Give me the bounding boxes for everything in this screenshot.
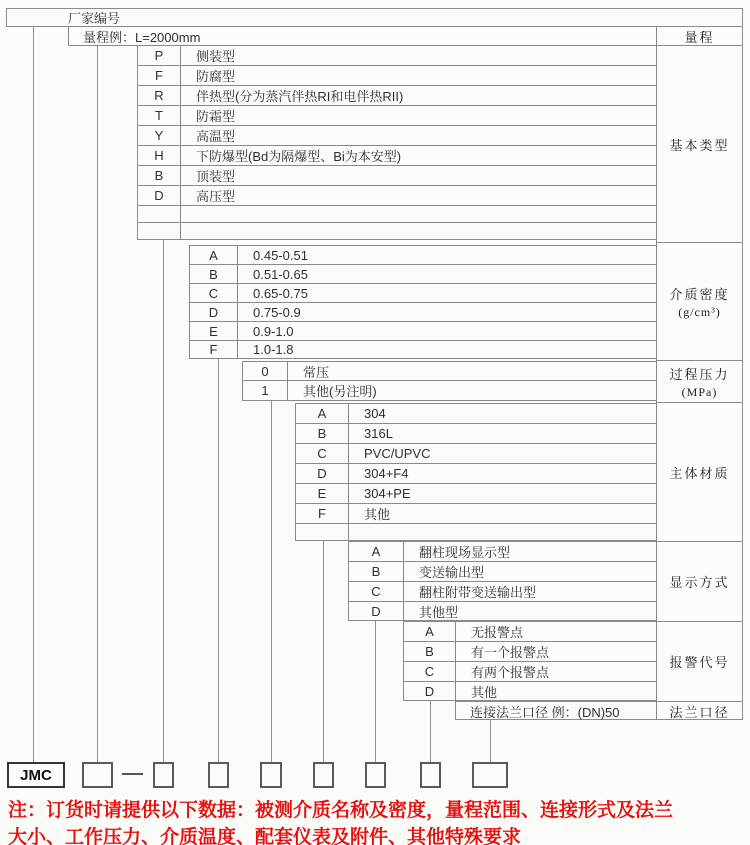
table-row (190, 341, 656, 358)
code-cell: B (138, 166, 181, 185)
category-label-basic-type: 基本类型 (657, 46, 742, 243)
desc-cell: 伴热型(分为蒸汽伴热RI和电伴热RII) (196, 89, 404, 104)
table-row (296, 464, 656, 484)
code-cell: A (404, 622, 456, 641)
desc-cell: 其他(另注明) (303, 384, 377, 399)
model-code-box-alarm (420, 762, 441, 788)
manufacturer-row (6, 8, 743, 27)
table-row (138, 146, 656, 166)
connector-line-density (218, 359, 219, 762)
table-row (190, 303, 656, 322)
code-cell: D (138, 186, 181, 205)
desc-cell: 侧装型 (196, 49, 236, 64)
desc-cell: 常压 (303, 364, 330, 380)
desc-cell: PVC/UPVC (364, 446, 431, 461)
desc-cell: 304+F4 (364, 466, 409, 481)
table-row (243, 381, 656, 400)
desc-cell: 翻柱附带变送输出型 (419, 585, 537, 600)
connector-line-pressure (271, 401, 272, 762)
table-row (190, 246, 656, 265)
desc-cell: 304 (364, 406, 386, 421)
alarm-code-table (403, 621, 657, 701)
connector-line-display (375, 621, 376, 762)
model-code-box-display (365, 762, 386, 788)
model-code-box-density (208, 762, 229, 788)
code-cell: Y (138, 126, 181, 145)
desc-cell: 高温型 (196, 129, 236, 144)
code-cell: E (190, 322, 238, 340)
table-row (456, 702, 656, 721)
flange-size-row (455, 701, 657, 720)
desc-cell (181, 206, 656, 222)
desc-cell: 其他 (364, 507, 391, 522)
order-note-line2: 大小、工作压力、介质温度、配套仪表及附件、其他特殊要求 (8, 827, 522, 845)
code-cell: C (296, 444, 349, 463)
desc-cell: 翻柱现场显示型 (419, 545, 511, 560)
table-row (138, 66, 656, 86)
category-label-medium-density: 介质密度 (g/cm³) (657, 243, 742, 361)
table-row (296, 484, 656, 504)
desc-cell: 0.51-0.65 (253, 266, 308, 282)
model-code-box-flange (472, 762, 508, 788)
code-cell: P (138, 46, 181, 65)
code-cell: F (190, 341, 238, 358)
desc-cell: 防霜型 (196, 109, 236, 124)
code-cell: D (190, 303, 238, 321)
range-example-text: 量程例：L=2000mm (83, 29, 201, 45)
table-row (190, 322, 656, 341)
model-code-box-range (82, 762, 113, 788)
table-row (138, 106, 656, 126)
basic-type-table (137, 45, 657, 240)
table-row (138, 86, 656, 106)
connector-line-material (323, 541, 324, 762)
desc-cell: 下防爆型(Bd为隔爆型、Bi为本安型) (196, 149, 402, 164)
desc-cell: 304+PE (364, 486, 411, 501)
desc-cell: 有两个报警点 (471, 665, 550, 680)
code-cell: B (296, 424, 349, 443)
desc-cell: 顶装型 (196, 169, 236, 184)
category-label-display-mode: 显示方式 (657, 542, 742, 622)
model-code-box-material (313, 762, 334, 788)
desc-cell (181, 223, 656, 239)
table-row (190, 265, 656, 284)
code-cell: E (296, 484, 349, 503)
table-row (138, 186, 656, 206)
table-row (349, 542, 656, 562)
desc-cell: 0.65-0.75 (253, 285, 308, 301)
connector-line-range (97, 46, 98, 762)
desc-cell: 0.45-0.51 (253, 247, 308, 263)
desc-cell: 其他型 (419, 605, 459, 620)
code-cell: 0 (243, 362, 288, 380)
code-cell: H (138, 146, 181, 165)
table-row (296, 504, 656, 524)
body-material-table (295, 403, 657, 541)
connector-line-basic-type (163, 240, 164, 762)
desc-cell: 无报警点 (471, 625, 524, 640)
code-cell: F (138, 66, 181, 85)
code-cell: C (190, 284, 238, 302)
table-row (138, 126, 656, 146)
connector-line-manufacturer (33, 27, 34, 762)
table-row (296, 424, 656, 444)
connector-line-alarm (430, 701, 431, 762)
code-cell: C (349, 582, 404, 601)
order-note (8, 797, 744, 845)
code-cell (138, 223, 181, 239)
empty-row (138, 223, 656, 239)
table-row (404, 662, 656, 682)
density-unit: (g/cm³) (678, 304, 721, 319)
desc-cell: 1.0-1.8 (253, 342, 294, 357)
desc-cell: 防腐型 (196, 69, 236, 84)
desc-cell: 316L (364, 426, 393, 441)
desc-cell: 高压型 (196, 189, 236, 204)
desc-cell: 0.75-0.9 (253, 304, 301, 320)
desc-cell: 有一个报警点 (471, 645, 550, 660)
code-cell: B (404, 642, 456, 661)
table-row (349, 562, 656, 582)
table-row (404, 642, 656, 662)
desc-cell: 连接法兰口径 例：(DN)50 (470, 705, 620, 720)
desc-cell: 0.9-1.0 (253, 323, 294, 339)
order-note-line1: 注：订货时请提供以下数据：被测介质名称及密度，量程范围、连接形式及法兰 (8, 800, 674, 821)
table-row (190, 284, 656, 303)
code-cell: B (349, 562, 404, 581)
connector-line-flange (490, 720, 491, 762)
category-label-flange-size: 法兰口径 (669, 705, 730, 720)
table-row (243, 362, 656, 381)
table-row (138, 46, 656, 66)
empty-row (296, 524, 656, 540)
code-cell: A (190, 246, 238, 264)
desc-cell (349, 524, 656, 540)
code-cell: D (296, 464, 349, 483)
category-label-column (656, 26, 743, 720)
code-cell: D (404, 682, 456, 701)
category-label-alarm-code: 报警代号 (657, 622, 742, 702)
code-cell: D (349, 602, 404, 621)
table-row (349, 602, 656, 621)
process-pressure-table (242, 361, 657, 401)
code-cell: T (138, 106, 181, 125)
empty-row (138, 206, 656, 223)
manufacturer-label: 厂家编号 (68, 11, 121, 26)
model-code-box-basic-type (153, 762, 174, 788)
display-mode-table (348, 541, 657, 621)
code-cell: F (296, 504, 349, 523)
category-label-body-material: 主体材质 (657, 403, 742, 542)
model-prefix-box: JMC (7, 762, 65, 788)
dash-separator (122, 773, 143, 775)
code-cell (138, 206, 181, 222)
table-row (138, 166, 656, 186)
code-cell (296, 524, 349, 540)
category-label-process-pressure: 过程压力 (MPa) (657, 361, 742, 403)
table-row (296, 404, 656, 424)
desc-cell: 变送输出型 (419, 565, 485, 580)
range-example-row (68, 26, 743, 46)
pressure-unit: (MPa) (681, 384, 718, 399)
table-row (404, 682, 656, 701)
model-code-box-pressure (260, 762, 282, 788)
code-cell: B (190, 265, 238, 283)
desc-cell: 其他 (471, 685, 498, 700)
medium-density-table (189, 245, 657, 359)
table-row (349, 582, 656, 602)
code-cell: A (296, 404, 349, 423)
category-label-range: 量程 (657, 27, 742, 46)
code-cell: A (349, 542, 404, 561)
code-cell: R (138, 86, 181, 105)
table-row (404, 622, 656, 642)
table-row (296, 444, 656, 464)
code-cell: 1 (243, 381, 288, 400)
code-cell: C (404, 662, 456, 681)
